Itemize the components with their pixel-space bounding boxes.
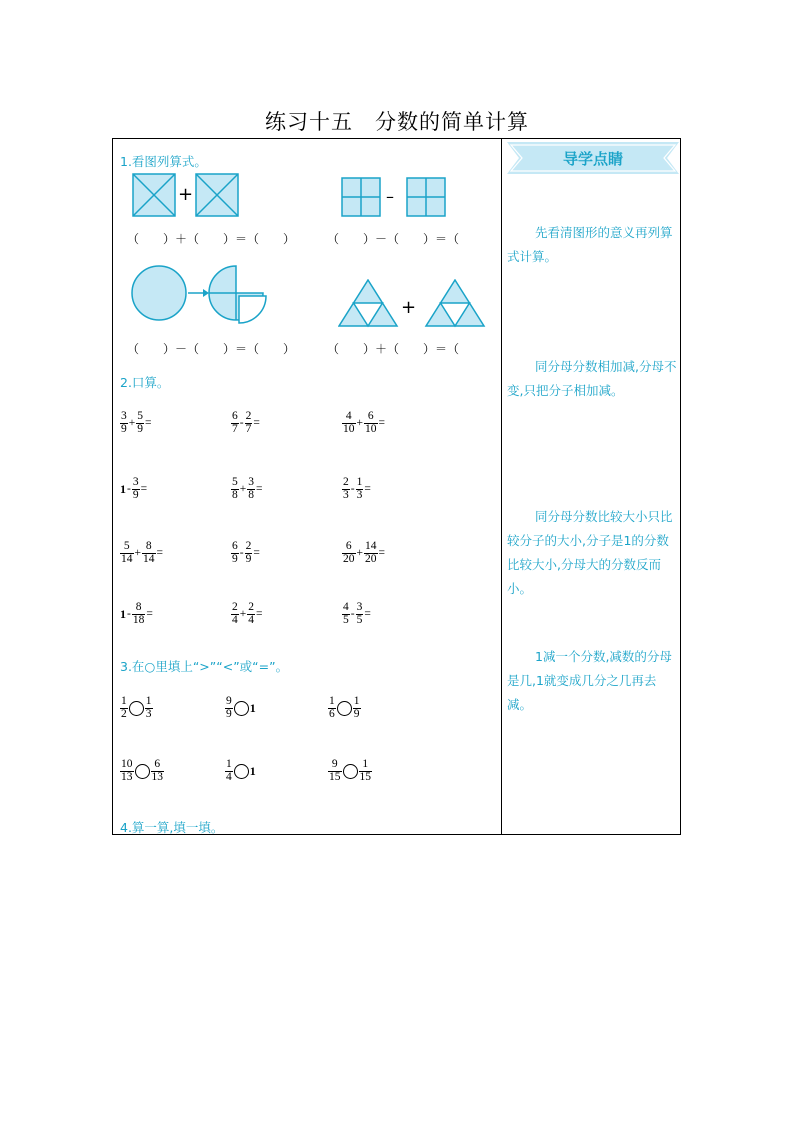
equals-sign: = [364, 608, 371, 620]
tip-3: 同分母分数比较大小只比较分子的大小,分子是1的分数比较大小,分母大的分数反而小。 [507, 509, 673, 596]
fraction: $\frac{6}{13}$ [151, 758, 163, 783]
fraction: $\frac{6}{10}$ [365, 410, 377, 435]
minus-sign-b: – [386, 187, 394, 206]
whole-circle [132, 266, 186, 320]
fraction: $\frac{14}{20}$ [365, 540, 377, 565]
figure-squares-diagonal [132, 173, 240, 217]
tip-1: 先看清图形的意义再列算式计算。 [507, 225, 673, 264]
equals-sign: = [256, 483, 263, 495]
tip-2: 同分母分数相加减,分母不变,只把分子相加减。 [507, 359, 677, 398]
equals-sign: = [145, 417, 152, 429]
fraction: $\frac{3}{9}$ [132, 476, 139, 501]
mental-math-item[interactable] [342, 477, 372, 501]
equals-sign: = [256, 608, 263, 620]
tip-banner-title: 导学点睛 [562, 150, 624, 168]
compare-item[interactable] [328, 696, 361, 720]
operator: - [350, 608, 355, 620]
fraction: $\frac{2}{4}$ [232, 601, 238, 626]
equals-sign: = [378, 417, 385, 429]
tip-4: 1减一个分数,减数的分母是几,1就变成几分之几再去减。 [507, 649, 672, 712]
mental-math-item[interactable] [342, 602, 372, 626]
operator: - [127, 483, 131, 495]
compare-circle[interactable] [234, 764, 249, 779]
fraction: $\frac{8}{14}$ [143, 540, 155, 565]
whole-number: 1 [249, 763, 256, 778]
operator: - [127, 608, 131, 620]
page-title: 练习十五 分数的简单计算 [265, 110, 529, 134]
fraction: $\frac{4}{5}$ [343, 601, 349, 626]
mental-math-item[interactable] [120, 477, 148, 501]
fraction: $\frac{6}{9}$ [232, 540, 238, 565]
equals-sign: = [146, 608, 153, 620]
fraction: $\frac{9}{15}$ [329, 758, 341, 783]
mental-math-item[interactable] [342, 411, 386, 435]
compare-circle[interactable] [337, 701, 352, 716]
figure-triangles [338, 279, 486, 329]
operator: + [356, 417, 363, 429]
equals-sign: = [156, 547, 163, 559]
blank-row2-right[interactable]: （ ）＋（ ）＝（ [327, 342, 460, 356]
equals-sign: = [378, 547, 385, 559]
compare-item[interactable] [225, 759, 256, 783]
mental-math-item[interactable] [231, 541, 261, 565]
figure-circles [131, 264, 271, 326]
mental-math-item[interactable] [231, 602, 264, 626]
fraction: $\frac{1}{15}$ [359, 758, 371, 783]
operator: + [134, 547, 141, 559]
operator: + [239, 483, 247, 495]
fraction: $\frac{1}{4}$ [226, 758, 232, 783]
fraction: $\frac{6}{20}$ [343, 540, 355, 565]
operator: - [239, 547, 244, 559]
fraction: $\frac{2}{9}$ [245, 540, 252, 565]
mental-math-item[interactable] [231, 411, 261, 435]
mental-math-item[interactable] [120, 602, 154, 626]
tip-banner [507, 142, 679, 174]
fraction: $\frac{5}{14}$ [121, 540, 133, 565]
equals-sign: = [253, 547, 260, 559]
section1-heading: 1.看图列算式。 [120, 154, 207, 169]
mental-math-item[interactable] [120, 411, 153, 435]
whole-number: 1 [120, 481, 126, 496]
operator: + [128, 417, 136, 429]
column-divider [501, 139, 502, 834]
equals-sign: = [140, 483, 148, 495]
fraction: $\frac{6}{7}$ [232, 410, 238, 435]
mental-math-item[interactable] [120, 541, 164, 565]
mental-math-item[interactable] [342, 541, 386, 565]
fraction: $\frac{1}{3}$ [356, 476, 363, 501]
compare-circle[interactable] [129, 701, 144, 716]
operator: + [239, 608, 247, 620]
fraction: $\frac{9}{9}$ [226, 695, 232, 720]
blank-row2-left[interactable]: （ ）－（ ）＝（ ） [127, 342, 296, 356]
fraction: $\frac{5}{9}$ [137, 410, 143, 435]
exercise-frame [112, 138, 681, 835]
fraction: $\frac{10}{13}$ [121, 758, 133, 783]
blank-row1-right[interactable]: （ ）－（ ）＝（ [327, 232, 460, 246]
fraction: $\frac{3}{9}$ [121, 410, 127, 435]
operator: - [350, 483, 355, 495]
fraction: $\frac{1}{9}$ [353, 695, 360, 720]
fraction: $\frac{2}{7}$ [245, 410, 252, 435]
plus-sign-d: + [401, 297, 417, 318]
whole-number: 1 [249, 700, 256, 715]
compare-circle[interactable] [135, 764, 150, 779]
fraction: $\frac{2}{3}$ [343, 476, 349, 501]
operator: - [239, 417, 244, 429]
section4-heading: 4.算一算,填一填。 [120, 820, 224, 835]
compare-item[interactable] [225, 696, 256, 720]
compare-item[interactable] [328, 759, 372, 783]
section2-heading: 2.口算。 [120, 375, 170, 390]
removed-quarter [239, 296, 266, 323]
compare-circle[interactable] [343, 764, 358, 779]
fraction: $\frac{3}{5}$ [356, 601, 363, 626]
arrow-icon [203, 289, 209, 297]
fraction: $\frac{2}{4}$ [248, 601, 254, 626]
plus-sign-a: + [178, 184, 194, 205]
fraction: $\frac{1}{3}$ [145, 695, 152, 720]
compare-item[interactable] [120, 696, 153, 720]
fraction: $\frac{1}{2}$ [121, 695, 127, 720]
section3-heading: 3.在○里填上“>”“<”或“=”。 [120, 659, 289, 674]
equals-sign: = [253, 417, 260, 429]
operator: + [356, 547, 363, 559]
blank-row1-left[interactable]: （ ）＋（ ）＝（ ） [127, 232, 296, 246]
fraction: $\frac{3}{8}$ [248, 476, 254, 501]
fraction: $\frac{1}{6}$ [329, 695, 335, 720]
compare-circle[interactable] [234, 701, 249, 716]
mental-math-item[interactable] [231, 477, 264, 501]
equals-sign: = [364, 483, 371, 495]
fraction: $\frac{5}{8}$ [232, 476, 238, 501]
fraction: $\frac{4}{10}$ [343, 410, 355, 435]
figure-squares-grid [341, 177, 449, 217]
compare-item[interactable] [120, 759, 164, 783]
whole-number: 1 [120, 606, 126, 621]
fraction: $\frac{8}{18}$ [132, 601, 145, 626]
